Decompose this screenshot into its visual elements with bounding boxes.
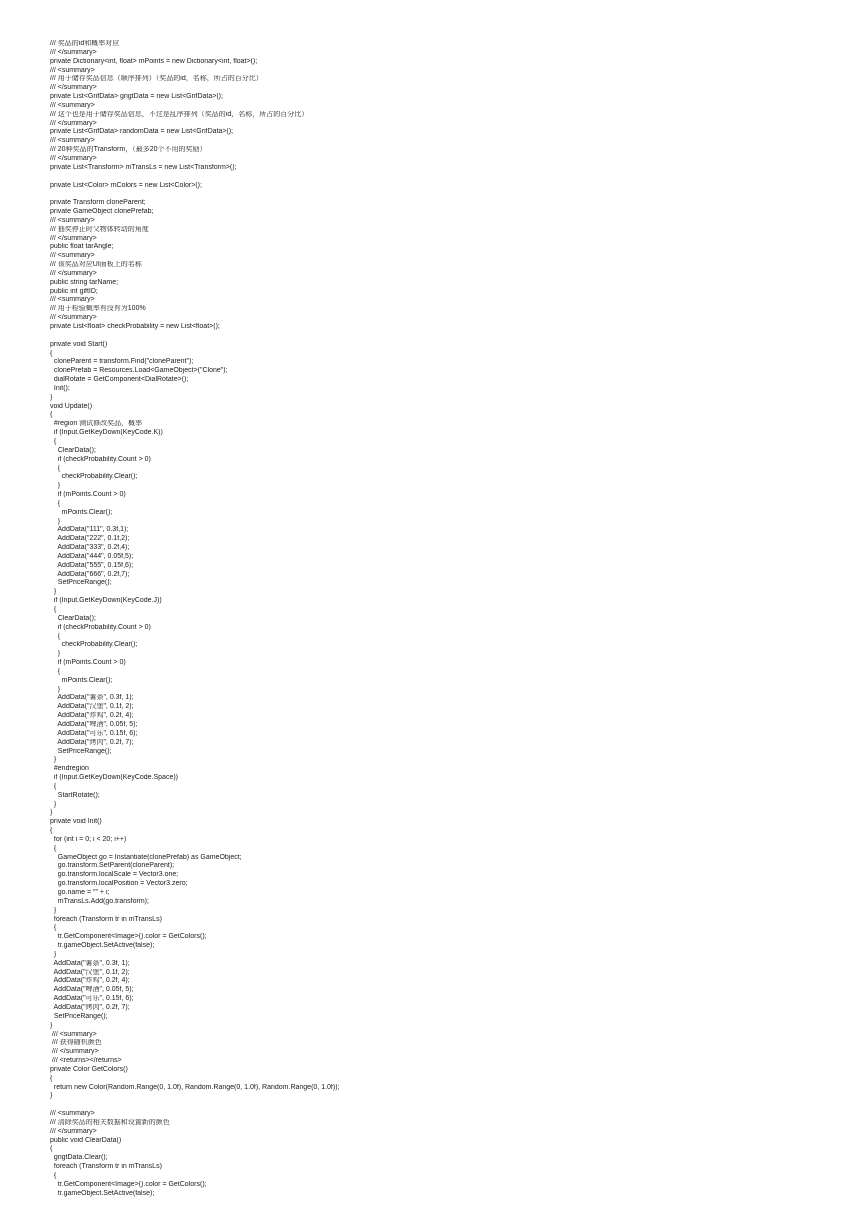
code-line: {: [50, 1145, 53, 1153]
code-line: /// </summary>: [50, 1048, 99, 1056]
code-line: StartRotate();: [50, 791, 100, 799]
code-line: #endregion: [50, 765, 89, 773]
code-line: clonePrefab = Resources.Load<GameObject>("Clone");: [50, 367, 228, 375]
code-line: foreach (Transform tr in mTransLs): [50, 915, 162, 923]
code-line: tr.GetComponent<Image>().color = GetColors();: [50, 1180, 207, 1188]
code-line: AddData("333", 0.2f,4);: [50, 544, 130, 552]
code-line: /// </summary>: [50, 314, 97, 322]
code-line: private List<float> checkProbability = new List<float>();: [50, 323, 220, 330]
code-line: if (mPoints.Count > 0): [50, 491, 126, 499]
code-line: /// <summary>: [50, 1110, 95, 1118]
code-line: {: [50, 411, 53, 419]
code-line: [50, 190, 850, 199]
code-line: {: [50, 464, 61, 472]
code-line: ClearData();: [50, 446, 96, 454]
code-line: private void Init(): [50, 818, 102, 826]
code-line: /// </summary>: [50, 269, 97, 277]
code-line: }: [50, 1021, 53, 1029]
code-line: AddData("可乐", 0.15f, 6);: [50, 995, 134, 1003]
code-line: checkProbability.Clear();: [50, 641, 138, 649]
code-line: #region 测试修改奖品，概率: [50, 420, 143, 428]
code-line: /// </summary>: [50, 84, 97, 92]
code-line: /// 抽奖停止时父物体转动的角度: [50, 225, 149, 233]
code-line: }: [50, 1092, 53, 1100]
code-line: {: [50, 606, 57, 613]
code-line: {: [50, 667, 61, 675]
code-line: foreach (Transform tr in mTransLs): [50, 1163, 162, 1171]
code-line: }: [50, 685, 61, 693]
code-line: AddData("111", 0.3f,1);: [50, 526, 129, 534]
code-line: /// 奖品的id和概率对应: [50, 40, 120, 47]
code-line: public void ClearData(): [50, 1136, 122, 1144]
code-line: }: [50, 482, 61, 490]
code-line: /// <returns></returns>: [50, 1057, 122, 1065]
code-line: [50, 332, 850, 341]
code-line: {: [50, 632, 61, 640]
code-line: private Dictionary<int, float> mPoints = new Dictionary<int, float>();: [50, 57, 258, 65]
code-line: {: [50, 924, 57, 932]
code-line: /// 该奖品对应UI面板上的名称: [50, 261, 142, 269]
code-line: }: [50, 809, 53, 817]
code-line: {: [50, 782, 57, 790]
code-line: public float tarAngle;: [50, 243, 114, 251]
code-line: checkProbability.Clear();: [50, 473, 138, 481]
code-line: }: [50, 650, 61, 658]
code-line: /// 20种奖品的Transform，（最多20个不用的奖励）: [50, 146, 207, 154]
code-line: private List<GrifData> randomData = new List<GrifData>();: [50, 128, 234, 136]
code-line: dialRotate = GetComponent<DialRotate>();: [50, 376, 189, 384]
code-line: if (Input.GetKeyDown(KeyCode.J)): [50, 597, 162, 605]
code-line: /// </summary>: [50, 48, 97, 56]
code-line: {: [50, 1074, 53, 1082]
code-line: /// 清除奖品的相关数据和设置新的颜色: [50, 1118, 170, 1126]
code-line: }: [50, 950, 57, 958]
code-line: AddData("啤酒", 0.05f, 5);: [50, 986, 134, 994]
code-line: return new Color(Random.Range(0, 1.0f), Random.Range(0, 1.0f), Random.Range(0, 1.0f));: [50, 1083, 340, 1091]
code-line: /// 这个也是用于储存奖品信息，不过是乱序排列（奖品的id，名称，所占的百分比）: [50, 110, 309, 118]
code-line: go.transform.localPosition = Vector3.zero;: [50, 880, 188, 888]
code-line: AddData("炸鸡", 0.2f, 4);: [50, 712, 134, 720]
code-line: grigtData.Clear();: [50, 1154, 108, 1162]
code-line: go.transform.localScale = Vector3.one;: [50, 871, 179, 879]
code-line: if (checkProbability.Count > 0): [50, 623, 151, 631]
code-line: }: [50, 800, 57, 808]
code-line: AddData("555", 0.15f,6);: [50, 561, 134, 569]
code-line: cloneParent = transform.Find("cloneParent");: [50, 358, 194, 366]
code-line: {: [50, 437, 57, 445]
code-line: public string tarName;: [50, 278, 119, 286]
code-line: mPoints.Clear();: [50, 508, 113, 516]
code-line: /// </summary>: [50, 1127, 97, 1135]
code-line: AddData("可乐", 0.15f, 6);: [50, 729, 138, 737]
code-line: private List<Color> mColors = new List<Color>();: [50, 181, 202, 189]
code-line: if (Input.GetKeyDown(KeyCode.Space)): [50, 774, 179, 782]
code-line: {: [50, 499, 61, 507]
code-line: void Update(): [50, 402, 93, 410]
code-line: /// <summary>: [50, 1030, 97, 1038]
code-line: AddData("汉堡", 0.1f, 2);: [50, 703, 134, 711]
code-line: AddData("炸鸡", 0.2f, 4);: [50, 977, 130, 985]
code-line: /// <summary>: [50, 66, 95, 74]
code-line: private void Start(): [50, 340, 108, 348]
code-line: GameObject go = Instantiate(clonePrefab) as GameObject;: [50, 853, 242, 861]
code-line: AddData("222", 0.1f,2);: [50, 535, 130, 543]
code-line: go.transform.SetParent(cloneParent);: [50, 862, 175, 870]
code-line: AddData("444", 0.05f,5);: [50, 552, 134, 560]
code-line: }: [50, 517, 61, 525]
code-line: if (Input.GetKeyDown(KeyCode.K)): [50, 429, 163, 437]
code-line: [50, 1101, 850, 1110]
code-line: /// 获得随机颜色: [50, 1039, 102, 1047]
code-line: go.name = "" + i;: [50, 889, 110, 896]
code-line: }: [50, 906, 57, 914]
code-line: /// <summary>: [50, 137, 95, 145]
code-line: private GameObject clonePrefab;: [50, 208, 154, 216]
code-line: if (checkProbability.Count > 0): [50, 455, 151, 463]
code-line: private List<GrifData> grigtData = new List<GrifData>();: [50, 93, 223, 101]
code-line: private List<Transform> mTransLs = new List<Transform>();: [50, 163, 237, 171]
code-line: /// <summary>: [50, 252, 95, 260]
code-line: AddData("啤酒", 0.05f, 5);: [50, 720, 138, 728]
code-line: tr.GetComponent<Image>().color = GetColors();: [50, 933, 207, 941]
code-line: SetPriceRange();: [50, 1012, 108, 1020]
code-line: /// </summary>: [50, 119, 97, 127]
code-line: /// <summary>: [50, 296, 95, 304]
code-line: }: [50, 756, 57, 764]
code-line: }: [50, 588, 57, 596]
code-line: /// </summary>: [50, 234, 97, 242]
code-line: for (int i = 0; i < 20; i++): [50, 835, 127, 843]
code-line: AddData("烤肉", 0.2f, 7);: [50, 738, 134, 746]
code-line: if (mPoints.Count > 0): [50, 659, 126, 667]
code-line: AddData("薯条", 0.3f, 1);: [50, 959, 130, 967]
code-line: tr.gameObject.SetActive(false);: [50, 1189, 155, 1197]
code-line: ClearData();: [50, 614, 96, 622]
code-line: Init();: [50, 384, 70, 392]
code-line: AddData("烤肉", 0.2f, 7);: [50, 1003, 130, 1011]
code-line: AddData("666", 0.2f,7);: [50, 570, 130, 578]
code-line: /// 用于检验概率有没有为100%: [50, 305, 146, 313]
code-line: mPoints.Clear();: [50, 676, 113, 684]
code-line: /// <summary>: [50, 216, 95, 224]
code-line: SetPriceRange();: [50, 579, 112, 587]
code-line: {: [50, 349, 53, 357]
code-line: public int giftID;: [50, 287, 98, 295]
code-line: mTransLs.Add(go.transform);: [50, 897, 149, 905]
code-listing: [50, 40, 850, 1199]
code-line: private Color GetColors(): [50, 1065, 128, 1073]
code-line: }: [50, 393, 53, 401]
code-line: private Transform cloneParent;: [50, 199, 146, 207]
code-line: {: [50, 827, 53, 835]
code-line: SetPriceRange();: [50, 747, 112, 755]
code-line: /// </summary>: [50, 154, 97, 162]
code-line: /// 用于储存奖品信息（顺序排列）（奖品的id，名称，所占的百分比）: [50, 75, 263, 83]
code-line: /// <summary>: [50, 101, 95, 109]
code-line: AddData("薯条", 0.3f, 1);: [50, 694, 134, 702]
code-line: {: [50, 844, 57, 852]
code-line: {: [50, 1172, 57, 1179]
code-line: [50, 173, 850, 182]
code-line: AddData("汉堡", 0.1f, 2);: [50, 968, 130, 976]
code-line: tr.gameObject.SetActive(false);: [50, 942, 155, 950]
